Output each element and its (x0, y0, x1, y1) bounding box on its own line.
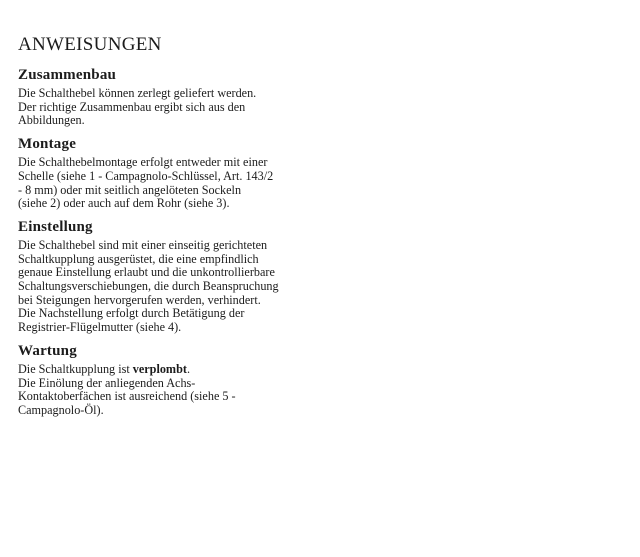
section-adjustment (18, 218, 328, 335)
section-assembly (18, 66, 328, 128)
text-line: Campagnolo-Öl). (18, 402, 104, 417)
text-line: genaue Einstellung erlaubt und die unkontrollierbare (18, 265, 275, 280)
text-line (18, 363, 328, 377)
section-text-assembly (18, 87, 328, 128)
section-text-adjustment (18, 239, 328, 335)
section-heading-mounting: Montage (18, 136, 77, 153)
text-line: - 8 mm) oder mit seitlich angelöteten Sockeln (18, 182, 242, 197)
instructions-page (18, 34, 328, 425)
text-line: Abbildungen. (18, 113, 85, 128)
section-text-maintenance (18, 363, 328, 418)
text-line: Die Einölung der anliegenden Achs- (18, 375, 196, 390)
text-line: Die Schalthebel sind mit einer einseitig gerichteten (18, 237, 268, 252)
page-title: ANWEISUNGEN (18, 34, 162, 55)
section-heading-adjustment: Einstellung (18, 218, 93, 235)
text-line: Schaltungsverschiebungen, die durch Beanspruchung (18, 279, 279, 294)
text-line: bei Steigungen hervorgerufen werden, verhindert. (18, 292, 261, 307)
section-maintenance (18, 342, 328, 418)
text-line: Kontaktoberfächen ist ausreichend (siehe 5 - (18, 389, 236, 404)
text-line: Die Schalthebel können zerlegt geliefert werden. (18, 86, 257, 100)
emphasis-text: verplombt (132, 361, 187, 376)
text-line: Schelle (siehe 1 - Campagnolo-Schlüssel, Art. 143/2 (18, 168, 274, 183)
text-line: Registrier-Flügelmutter (siehe 4). (18, 320, 182, 335)
section-heading-assembly: Zusammenbau (18, 67, 117, 83)
text-line: Schaltkupplung ausgerüstet, die eine empfindlich (18, 251, 259, 266)
text-line: Der richtige Zusammenbau ergibt sich aus den (18, 99, 246, 114)
section-heading-maintenance: Wartung (18, 342, 77, 359)
section-mounting (18, 135, 328, 211)
text-fragment: Die Schaltkupplung ist (18, 361, 133, 376)
text-line: Die Schalthebelmontage erfolgt entweder mit einer (18, 155, 268, 170)
text-line: (siehe 2) oder auch auf dem Rohr (siehe 3). (18, 196, 230, 211)
text-line: Die Nachstellung erfolgt durch Betätigung der (18, 306, 245, 321)
text-fragment: . (186, 361, 190, 376)
section-text-mounting (18, 156, 328, 211)
